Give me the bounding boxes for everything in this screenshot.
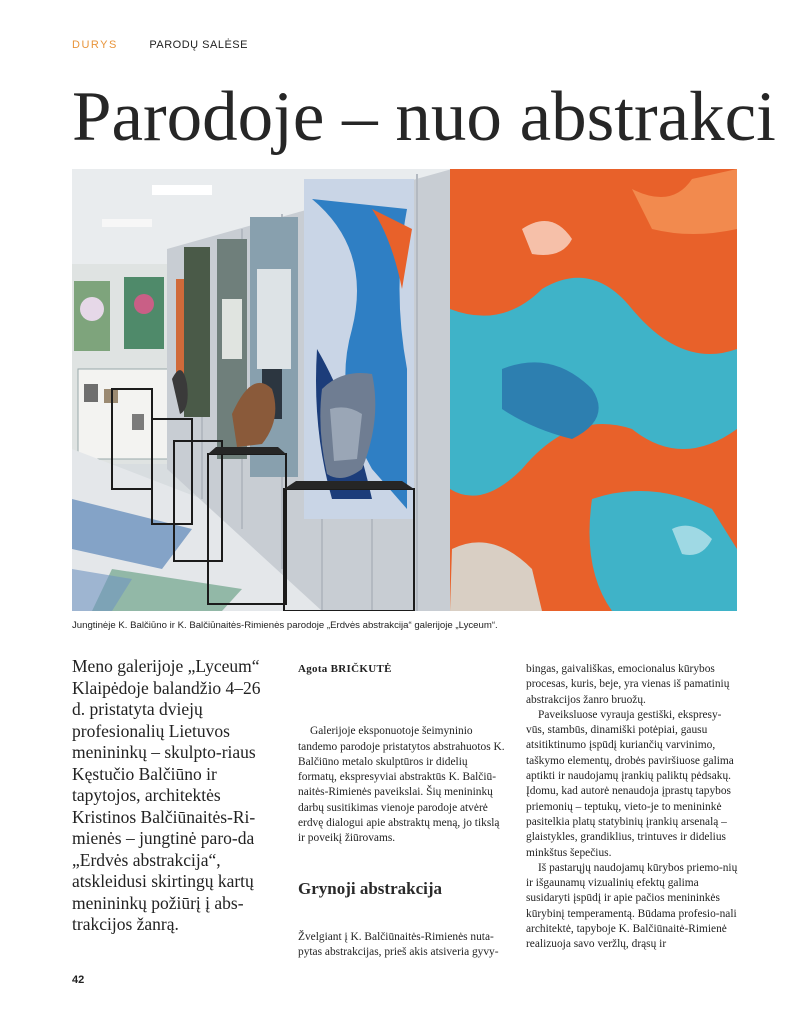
author-name: Agota BRIČKUTĖ — [298, 663, 392, 675]
body-paragraph: bingas, gaivališkas, emocionalus kūrybos procesas, kuris, beje, yra vienas iš pamatinių abstrakcijos žanro bruožų. — [526, 663, 730, 706]
article-title: Parodoje – nuo abstrakci — [72, 78, 776, 156]
section-label: DURYS — [72, 39, 118, 51]
running-header — [72, 39, 248, 51]
subsection-label: PARODŲ SALĖSE — [149, 39, 248, 51]
gallery-photo — [72, 169, 737, 611]
photo-caption: Jungtinėje K. Balčiūno ir K. Balčiūnaitės-Rimienės parodoje „Erdvės abstrakcija“ galerijoje „Lyceum“. — [72, 620, 498, 631]
painting-small-2 — [184, 247, 210, 417]
page-number: 42 — [72, 974, 85, 986]
section-heading: Grynoji abstrakcija — [298, 878, 443, 898]
lead-paragraph: Meno galerijoje „Lyceum“ Klaipėdoje balandžio 4–26 d. pristatyta dviejų profesionalių Lietuvos menininkų – skulpto-riaus Kęstučio Balčiūno ir tapytojos, architektės Kristinos Balčiūnaitės-Ri-mienės – jungtinė paro-da „Erdvės abstrakcija“, atskleidusi skirtingų kartų menininkų požiūrį į abs-trakcijos žanrą. — [72, 656, 261, 934]
display-shelves — [78, 369, 178, 459]
body-paragraph: Paveiksluose vyrauja gestiški, ekspresy-vūs, stambūs, dinamiški potėpiai, gausu atsitiktinumo įspūdį kuriančių varvinimo, taškymo elementų, drobės paviršiuose galima aptikti ir naudojamų įrankių paliktų pėdsakų. Įdomu, kad autorė nenaudoja įprastų tapybos priemonių – teptukų, vieto-je to menininkė pasitelkia platų statybinių įrankių arsenalą – glaistykles, grandiklius, trintuves ir didelius minkštus šepečius. — [526, 708, 734, 859]
text-column-3 — [526, 662, 738, 953]
body-paragraph: Iš pastarųjų naudojamų kūrybos priemo-nių ir išgaunamų vizualinių efektų galima susidaryti įspūdį ir apie pačios menininkės kūrybinį temperamentą. Būdama profesio-nali architektė, tapyboje K. Balčiūnaitė-Rimienė realizuoja savo veržlų, drąsų ir — [526, 861, 738, 951]
body-paragraph: Žvelgiant į K. Balčiūnaitės-Rimienės nuta-pytas abstrakcijas, prieš akis atsiveria gyvy- — [298, 930, 499, 959]
body-paragraph: Galerijoje eksponuotoje šeimyninio tandemo parodoje pristatytos abstrahuotos K. Balčiūno metalo skulptūros ir didelių formatų, ekspresyviai abstraktūs K. Balčiū-naitės-Rimienės paveikslai. Šių menininkų darbų susitikimas vienoje parodoje atvėrė erdvę dialogui apie abstraktų meną, jo tikslą ir poveikį žiūrovams. — [298, 725, 505, 845]
text-column-2 — [298, 662, 506, 961]
